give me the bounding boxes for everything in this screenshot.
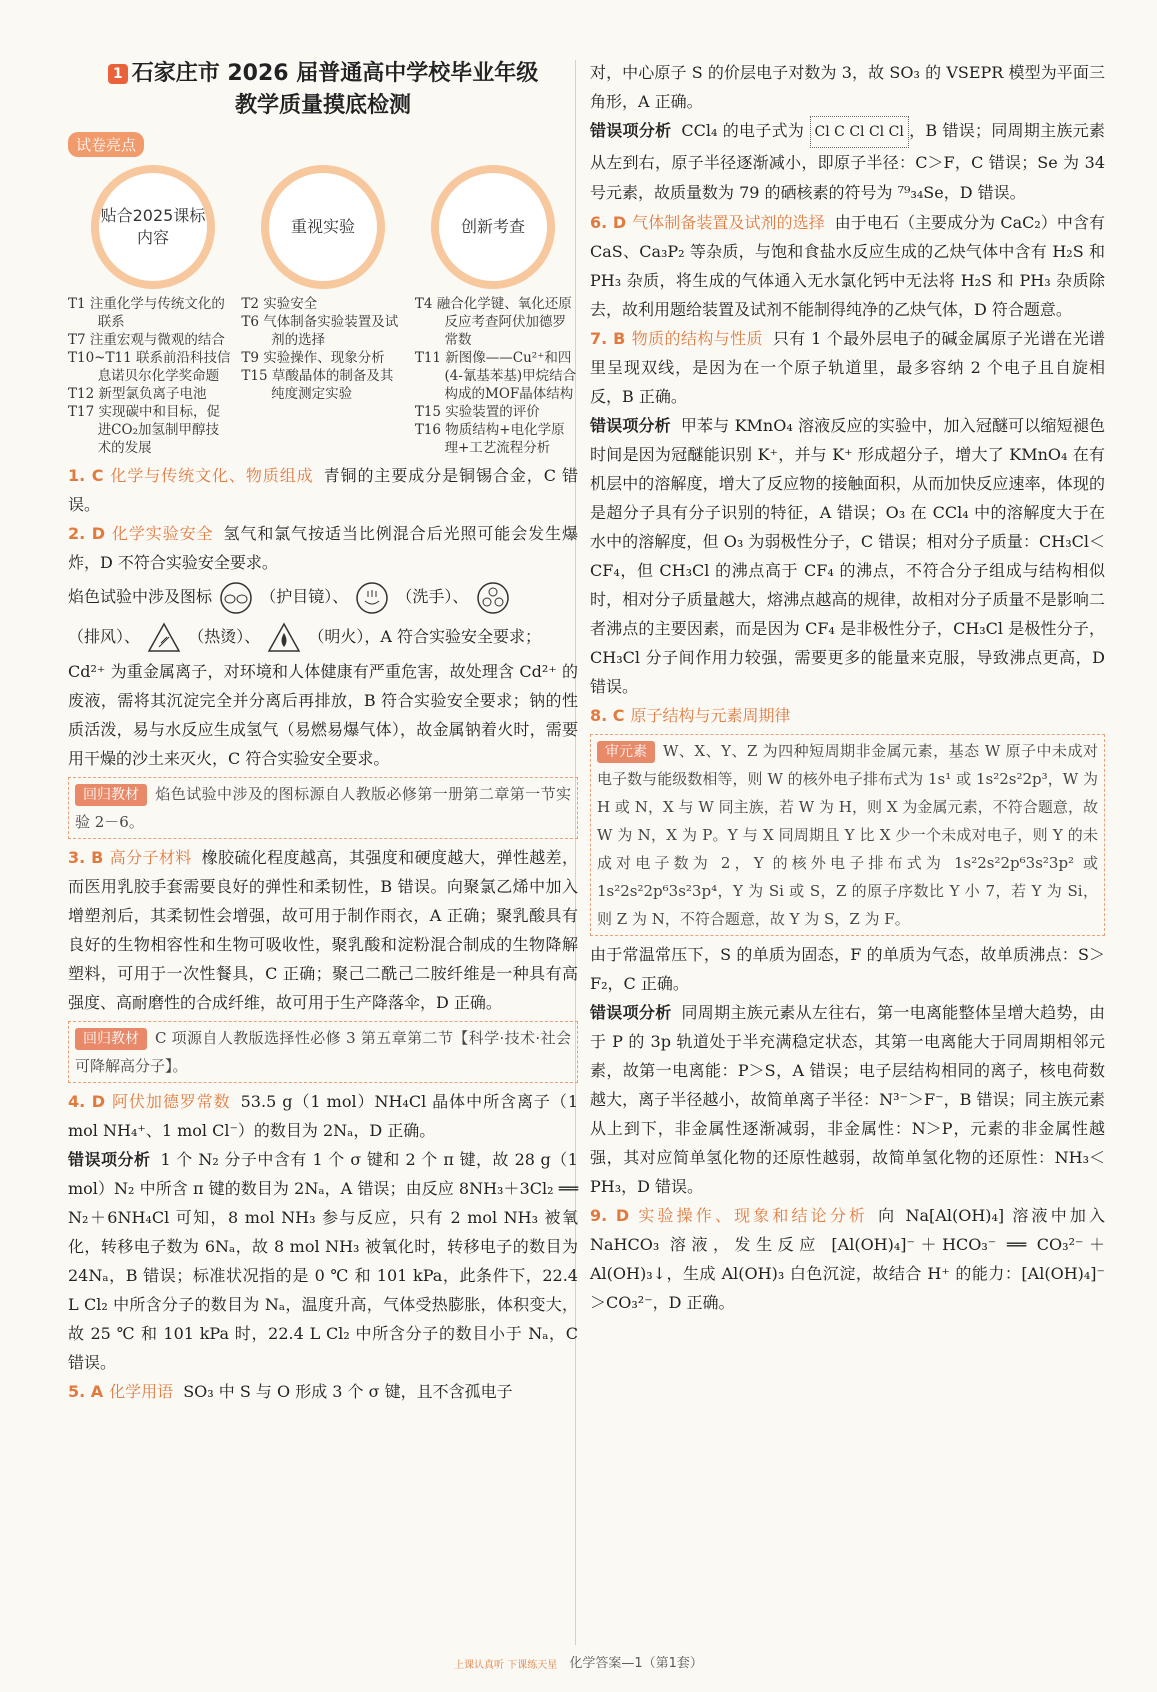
answer-5-cont: 对，中心原子 S 的价层电子对数为 3，故 SO₃ 的 VSEPR 模型为平面三角形，A 正确。 <box>590 63 1105 111</box>
highlight-item: T15 实验装置的评价 <box>414 404 540 420</box>
answer-9: 9. D 实验操作、现象和结论分析 向 Na[Al(OH)₄] 溶液中加入 NaHCO₃ 溶液，发生反应 [Al(OH)₄]⁻＋HCO₃⁻ ══ CO₃²⁻＋Al(OH)₃↓，生成 Al(OH)₃ 白色沉淀，故结合 H⁺ 的能力：[Al(OH)₄]⁻＞CO₃²⁻，D 正确。 <box>590 1206 1105 1312</box>
highlight-item: T10~T11 联系前沿科技信息诺贝尔化学奖命题 <box>68 350 231 384</box>
hot-surface-icon <box>147 621 181 655</box>
open-flame-icon <box>267 621 301 655</box>
right-column <box>590 58 1105 1317</box>
answer-7-analysis: 错误项分析 甲苯与 KMnO₄ 溶液反应的实验中，加入冠醚可以缩短褪色时间是因为冠醚能识别 K⁺，并与 K⁺ 形成超分子，增大了 KMnO₄ 在有机层中的溶解度，增大了反应物的接触面积，从而加快反应速率，体现的是超分子具有分子识别的特征，A 错误；O₃ 在 CCl₄ 中的溶解度大于在水中的溶解度，但 O₃ 为弱极性分子，C 错误；相对分子质量：CH₃Cl＜CF₄，但 CH₃Cl 的沸点高于 CF₄ 的沸点，不符合分子组成与结构相似时，相对分子质量越大，熔沸点越高的规律，故相对分子质量不是影响二者沸点的主要因素，而是因为 CF₄ 是非极性分子，CH₃Cl 是极性分子，CH₃Cl 分子间作用力较强，需要更多的能量来克服，导致沸点更高，D 错误。 <box>590 416 1105 696</box>
answer-8: 8. C 原子结构与元素周期律 <box>590 706 791 725</box>
answer-4-analysis: 错误项分析 1 个 N₂ 分子中含有 1 个 σ 键和 2 个 π 键，故 28 g（1 mol）N₂ 中所含 π 键的数目为 2Nₐ，A 错误；由反应 8NH₃＋3Cl₂ ══ N₂＋6NH₄Cl 可知，8 mol NH₃ 参与反应，只有 2 mol NH₃ 被氧化，转移电子数为 6Nₐ，故 8 mol NH₃ 被氧化时，转移电子的数目为 24Nₐ，B 错误；标准状况指的是 0 ℃ 和 101 kPa，此条件下，22.4 L Cl₂ 中所含分子的数目为 Nₐ，温度升高，气体受热膨胀，体积变大，故 25 ℃ 和 101 kPa 时，22.4 L Cl₂ 中所含分子的数目小于 Nₐ，C 错误。 <box>68 1150 578 1372</box>
footer-text: 化学答案—1（第1套） <box>569 1656 703 1671</box>
page-footer <box>0 1652 1157 1671</box>
answer-2: 2. D 化学实验安全 氢气和氯气按适当比例混合后光照可能会发生爆炸，D 不符合实验安全要求。 <box>68 524 578 572</box>
highlight-item: T6 气体制备实验装置及试剂的选择 <box>241 314 399 348</box>
textbook-tag: 回归教材 <box>75 1028 147 1050</box>
fan-exhaust-icon <box>476 581 510 615</box>
circle-standard: 贴合2025课标内容 <box>91 165 215 289</box>
circle-experiment: 重视实验 <box>261 165 385 289</box>
highlight-item: T15 草酸晶体的制备及其纯度测定实验 <box>241 368 394 402</box>
title-line2: 教学质量摸底检测 <box>234 93 411 118</box>
highlight-item: T11 新图像——Cu²⁺和四(4-氰基苯基)甲烷结合构成的MOF晶体结构 <box>414 350 577 402</box>
highlight-col-1 <box>68 295 231 457</box>
highlight-item: T9 实验操作、现象分析 <box>241 350 385 366</box>
answer-8-analysis: 错误项分析 同周期主族元素从左往右，第一电离能整体呈增大趋势，由于 P 的 3p 轨道处于半充满稳定状态，其第一电离能大于同周期相邻元素，故第一电离能：P＞S，A 错误；电子层结构相同的离子，核电荷数越大，离子半径越小，故简单离子半径：N³⁻＞F⁻，B 错误；同主族元素从上到下，非金属性逐渐减弱，非金属性：N＞P，元素的非金属性越强，其对应简单氢化物的还原性越弱，故简单氢化物的还原性：NH₃＜PH₃，D 错误。 <box>590 1003 1105 1196</box>
highlight-circles <box>68 165 578 289</box>
highlight-item: T4 融合化学键、氧化还原反应考查阿伏加德罗常数 <box>414 296 572 348</box>
element-analysis-box: 审元素 W、X、Y、Z 为四种短周期非金属元素，基态 W 原子中未成对电子数与能级数相等，则 W 的核外电子排布式为 1s¹ 或 1s²2s²2p³，W 为 H 或 N，X 与 W 同主族，若 W 为 H，则 X 为金属元素，不符合题意，故 W 为 N，X 为 P。Y 与 X 同周期且 Y 比 X 少一个未成对电子，则 Y 的未成对电子数为 2，Y 的核外电子排布式为 1s²2s²2p⁶3s²3p² 或 1s²2s²2p⁶3s²3p⁴，Y 为 Si 或 S，Z 的原子序数比 Y 小 7，若 Y 为 Si，则 Z 为 N，不符合题意，故 Y 为 S，Z 为 F。 <box>590 734 1105 936</box>
title-badge: 1 <box>108 64 128 84</box>
answer-7: 7. B 物质的结构与性质 只有 1 个最外层电子的碱金属原子光谱在光谱里呈现双线，是因为在一个原子轨道里，最多容纳 2 个电子且自旋相反，B 正确。 <box>590 329 1105 406</box>
hand-wash-icon <box>355 581 389 615</box>
answer-6: 6. D 气体制备装置及试剂的选择 由于电石（主要成分为 CaC₂）中含有 CaS、Ca₃P₂ 等杂质，与饱和食盐水反应生成的乙炔气体中含有 H₂S 和 PH₃ 杂质，将生成的气体通入无水氯化钙中无法将 H₂S 和 PH₃ 杂质除去，故利用题给装置及试剂不能制得纯净的乙炔气体，D 符合题意。 <box>590 213 1105 319</box>
circle-innovation: 创新考查 <box>431 165 555 289</box>
textbook-box-2: 回归教材 C 项源自人教版选择性必修 3 第五章第二节【科学·技术·社会 可降解高分子】。 <box>68 1021 578 1083</box>
element-tag: 审元素 <box>597 741 655 763</box>
title-line1: 石家庄市 2026 届普通高中学校毕业年级 <box>131 61 539 86</box>
textbook-box-1: 回归教材 焰色试验中涉及的图标源自人教版必修第一册第二章第一节实验 2－6。 <box>68 777 578 839</box>
answer-4: 4. D 阿伏加德罗常数 53.5 g（1 mol）NH₄Cl 晶体中所含离子（1 mol NH₄⁺、1 mol Cl⁻）的数目为 2Nₐ，D 正确。 <box>68 1092 578 1140</box>
highlight-col-2 <box>241 295 404 457</box>
left-column <box>68 58 587 1406</box>
highlight-item: T1 注重化学与传统文化的联系 <box>68 296 225 330</box>
goggles-icon <box>219 581 253 615</box>
textbook-tag: 回归教材 <box>75 784 147 806</box>
answer-2-cont: Cd²⁺ 为重金属离子，对环境和人体健康有严重危害，故处理含 Cd²⁺ 的废液，需将其沉淀完全并分离后再排放，B 符合实验安全要求；钠的性质活泼，易与水反应生成氢气（易燃易爆气体），故金属钠着火时，需要用干燥的沙土来灭火，C 符合实验安全要求。 <box>68 662 578 768</box>
answer-3: 3. B 高分子材料 橡胶硫化程度越高，其强度和硬度越大，弹性越差，而医用乳胶手套需要良好的弹性和柔韧性，B 错误。向聚氯乙烯中加入增塑剂后，其柔韧性会增强，故可用于制作雨衣，A 正确；聚乳酸具有良好的生物相容性和生物可吸收性，聚乳酸和淀粉混合制成的生物降解塑料，可用于一次性餐具，C 正确；聚己二酰己二胺纤维是一种具有高强度、高耐磨性的合成纤维，故可用于生产降落伞，D 正确。 <box>68 848 578 1012</box>
answer-2-icons: 焰色试验中涉及图标 （护目镜）、 （洗手）、 （排风）、 （热烫）、 （明火），A 符合实验安全要求； <box>68 577 578 657</box>
footer-logo: 上课认真听 下课练天星 <box>454 1660 558 1671</box>
answer-8-cont: 由于常温常压下，S 的单质为固态，F 的单质为气态，故单质沸点：S＞F₂，C 正确。 <box>590 945 1105 993</box>
exam-title <box>68 58 578 122</box>
answer-5: 5. A 化学用语 SO₃ 中 S 与 O 形成 3 个 σ 键，且不含孤电子 <box>68 1382 513 1401</box>
highlight-item: T17 实现碳中和目标，促进CO₂加氢制甲醇技术的发展 <box>68 404 220 456</box>
highlight-item: T16 物质结构+电化学原理+工艺流程分析 <box>414 422 565 456</box>
highlight-list <box>68 295 578 457</box>
highlight-item: T12 新型氯负离子电池 <box>68 386 207 402</box>
highlights-tag: 试卷亮点 <box>68 132 144 157</box>
answer-1: 1. C 化学与传统文化、物质组成 青铜的主要成分是铜锡合金，C 错误。 <box>68 466 578 514</box>
highlight-item: T7 注重宏观与微观的结合 <box>68 332 225 348</box>
highlight-col-3 <box>415 295 578 457</box>
answer-5-analysis: 错误项分析 CCl₄ 的电子式为 Cl C Cl Cl Cl ，B 错误；同周期主族元素从左到右，原子半径逐渐减小，即原子半径：C＞F，C 错误；Se 为 34 号元素，故质量数为 79 的硒核素的符号为 ⁷⁹₃₄Se，D 错误。 <box>590 116 1105 208</box>
highlight-item: T2 实验安全 <box>241 296 318 312</box>
electron-formula: Cl C Cl Cl Cl <box>810 116 909 148</box>
